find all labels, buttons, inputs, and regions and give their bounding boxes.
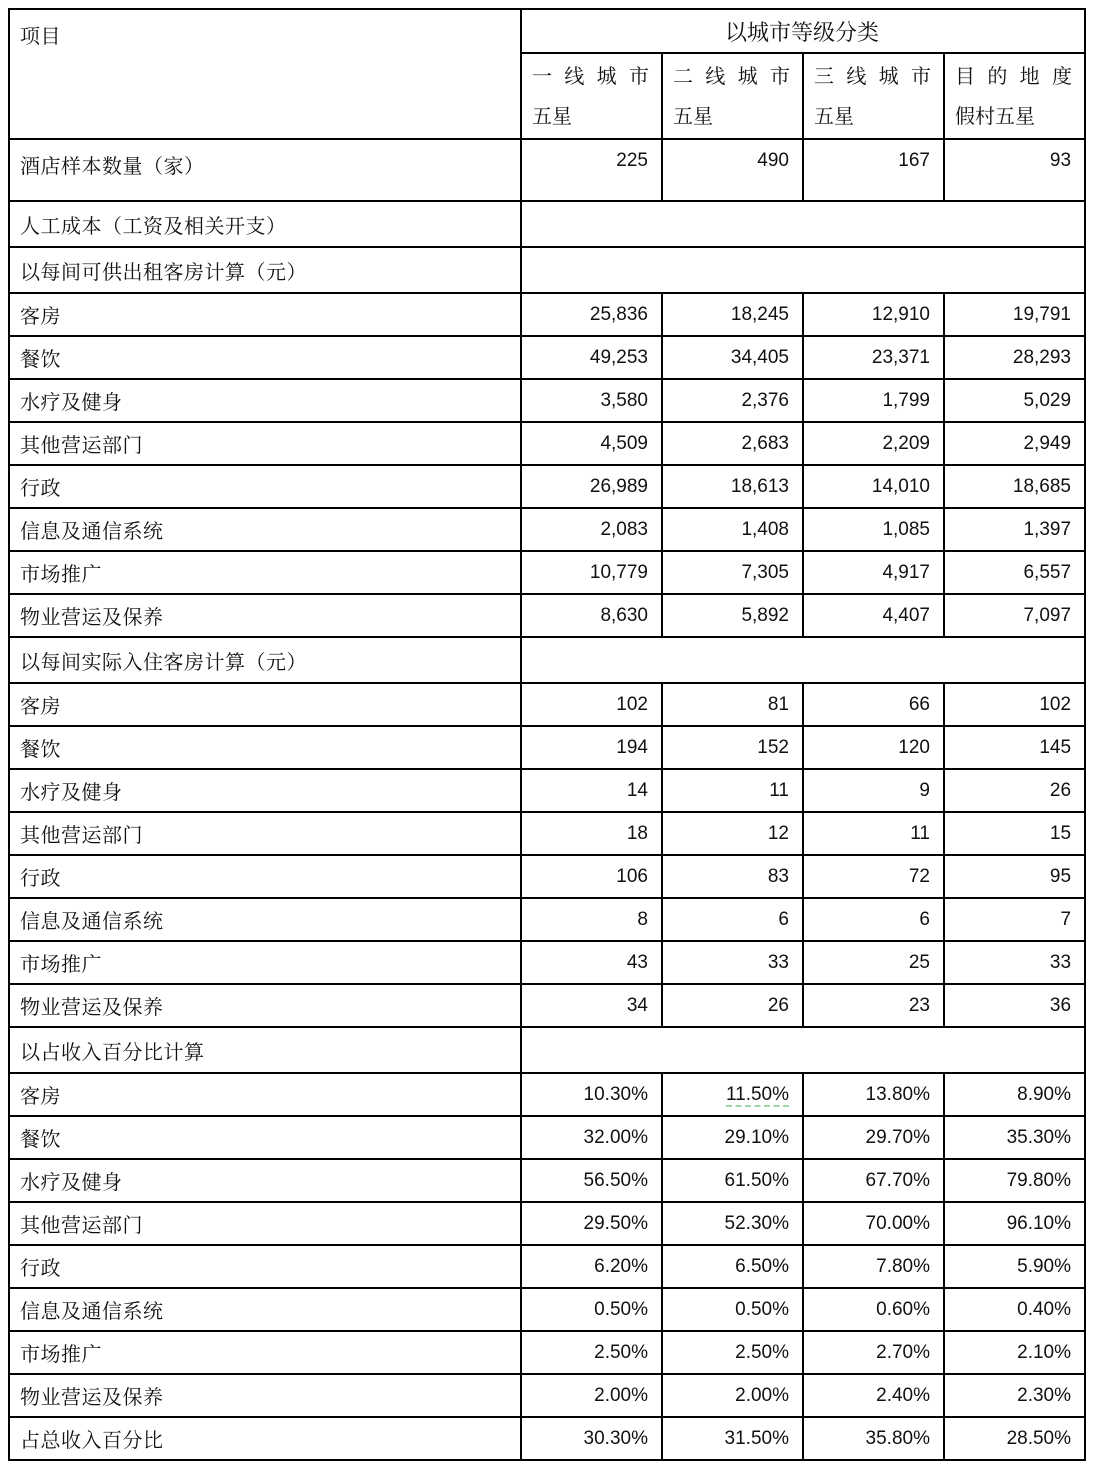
column-header-tier2: 二线城市 五星 [662, 53, 803, 139]
cell-value: 9 [803, 769, 944, 812]
section-title: 以占收入百分比计算 [9, 1027, 521, 1073]
cell-value: 26 [662, 984, 803, 1027]
cell-value: 1,085 [803, 508, 944, 551]
row-label: 市场推广 [9, 1331, 521, 1374]
table-row [9, 683, 1085, 726]
cell-value: 6,557 [944, 551, 1085, 594]
cell-value: 95 [944, 855, 1085, 898]
table-row [9, 984, 1085, 1027]
cell-value: 2.30% [944, 1374, 1085, 1417]
cell-value: 79.80% [944, 1159, 1085, 1202]
row-label: 客房 [9, 293, 521, 336]
section-title-row [9, 1027, 1085, 1073]
labor-cost-title-row [9, 201, 1085, 247]
cell-value: 23 [803, 984, 944, 1027]
cell-value: 11 [662, 769, 803, 812]
cell-value: 29.10% [662, 1116, 803, 1159]
cell-value: 2,949 [944, 422, 1085, 465]
cell-value: 15 [944, 812, 1085, 855]
table-row [9, 1374, 1085, 1417]
sample-count-row [9, 139, 1085, 201]
cell-value: 25 [803, 941, 944, 984]
cell-value: 2,209 [803, 422, 944, 465]
row-label: 信息及通信系统 [9, 898, 521, 941]
row-label: 物业营运及保养 [9, 1374, 521, 1417]
cell-value: 145 [944, 726, 1085, 769]
cell-value: 6 [803, 898, 944, 941]
table-row [9, 465, 1085, 508]
column-header-tier1: 一线城市 五星 [521, 53, 662, 139]
cell-value: 0.60% [803, 1288, 944, 1331]
cell-value: 1,397 [944, 508, 1085, 551]
cell-value: 31.50% [662, 1417, 803, 1460]
row-label: 物业营运及保养 [9, 594, 521, 637]
cell-value: 29.50% [521, 1202, 662, 1245]
cell-value: 2,376 [662, 379, 803, 422]
labor-cost-table [8, 8, 1086, 1461]
table-row [9, 594, 1085, 637]
table-row [9, 1245, 1085, 1288]
cell-value: 2,683 [662, 422, 803, 465]
cell-value: 102 [521, 683, 662, 726]
cell-value: 2.70% [803, 1331, 944, 1374]
cell-value: 2,083 [521, 508, 662, 551]
cell-value: 96.10% [944, 1202, 1085, 1245]
cell-value: 12 [662, 812, 803, 855]
row-label: 餐饮 [9, 726, 521, 769]
table-row [9, 1202, 1085, 1245]
cell-value: 29.70% [803, 1116, 944, 1159]
table-row [9, 1417, 1085, 1460]
table-row [9, 1331, 1085, 1374]
table-row [9, 1159, 1085, 1202]
cell-value: 25,836 [521, 293, 662, 336]
section-title: 以每间实际入住客房计算（元） [9, 637, 521, 683]
row-label: 信息及通信系统 [9, 1288, 521, 1331]
cell-value: 6.50% [662, 1245, 803, 1288]
cell-value: 2.00% [662, 1374, 803, 1417]
cell-value: 5,892 [662, 594, 803, 637]
cell-value: 6 [662, 898, 803, 941]
cell-value: 26 [944, 769, 1085, 812]
row-label: 水疗及健身 [9, 379, 521, 422]
row-label: 市场推广 [9, 941, 521, 984]
cell-value: 19,791 [944, 293, 1085, 336]
cell-value: 18 [521, 812, 662, 855]
table-row [9, 293, 1085, 336]
cell-value: 1,799 [803, 379, 944, 422]
cell-value: 10,779 [521, 551, 662, 594]
cell-value: 7,305 [662, 551, 803, 594]
cell-value: 35.80% [803, 1417, 944, 1460]
row-label: 物业营运及保养 [9, 984, 521, 1027]
cell-value: 13.80% [803, 1073, 944, 1116]
cell-value: 5.90% [944, 1245, 1085, 1288]
row-label: 水疗及健身 [9, 769, 521, 812]
section-title-row [9, 247, 1085, 293]
cell-value: 81 [662, 683, 803, 726]
table-row [9, 812, 1085, 855]
cell-value: 66 [803, 683, 944, 726]
cell-value [662, 1073, 803, 1116]
cell-value: 34,405 [662, 336, 803, 379]
cell-value: 34 [521, 984, 662, 1027]
cell-value: 72 [803, 855, 944, 898]
empty-cell [521, 201, 1085, 247]
row-label: 其他营运部门 [9, 422, 521, 465]
table-row [9, 898, 1085, 941]
cell-value: 33 [662, 941, 803, 984]
cell-value: 0.40% [944, 1288, 1085, 1331]
table-row [9, 422, 1085, 465]
cell-value: 167 [803, 139, 944, 201]
cell-value: 93 [944, 139, 1085, 201]
cell-value: 2.50% [521, 1331, 662, 1374]
corner-header: 项目 [9, 9, 521, 139]
row-label: 客房 [9, 683, 521, 726]
cell-value: 7 [944, 898, 1085, 941]
table-row [9, 508, 1085, 551]
cell-value: 194 [521, 726, 662, 769]
row-label: 信息及通信系统 [9, 508, 521, 551]
row-label: 市场推广 [9, 551, 521, 594]
empty-cell [521, 637, 1085, 683]
cell-value: 28,293 [944, 336, 1085, 379]
column-header-tier3: 三线城市 五星 [803, 53, 944, 139]
cell-value: 7.80% [803, 1245, 944, 1288]
cell-value: 2.50% [662, 1331, 803, 1374]
cell-value: 83 [662, 855, 803, 898]
cell-value: 52.30% [662, 1202, 803, 1245]
group-title: 以城市等级分类 [521, 9, 1085, 53]
empty-cell [521, 247, 1085, 293]
row-label: 行政 [9, 1245, 521, 1288]
cell-value: 12,910 [803, 293, 944, 336]
row-label: 水疗及健身 [9, 1159, 521, 1202]
cell-value: 32.00% [521, 1116, 662, 1159]
cell-value: 4,509 [521, 422, 662, 465]
table-row [9, 726, 1085, 769]
cell-value: 102 [944, 683, 1085, 726]
cell-value: 120 [803, 726, 944, 769]
cell-value: 18,613 [662, 465, 803, 508]
cell-value: 4,917 [803, 551, 944, 594]
table-row [9, 336, 1085, 379]
row-label: 其他营运部门 [9, 812, 521, 855]
cell-value: 49,253 [521, 336, 662, 379]
table-row [9, 769, 1085, 812]
spellcheck-underline: 11.50% [725, 1083, 789, 1105]
row-label: 行政 [9, 855, 521, 898]
cell-value: 18,685 [944, 465, 1085, 508]
table-row [9, 1073, 1085, 1116]
cell-value: 14,010 [803, 465, 944, 508]
row-label: 其他营运部门 [9, 1202, 521, 1245]
cell-value: 2.40% [803, 1374, 944, 1417]
cell-value: 14 [521, 769, 662, 812]
table-row [9, 1288, 1085, 1331]
cell-value: 490 [662, 139, 803, 201]
cell-value: 10.30% [521, 1073, 662, 1116]
row-label: 客房 [9, 1073, 521, 1116]
cell-value: 8 [521, 898, 662, 941]
cell-value: 225 [521, 139, 662, 201]
row-label: 酒店样本数量（家） [9, 139, 521, 201]
table-row [9, 1116, 1085, 1159]
cell-value: 11 [803, 812, 944, 855]
cell-value: 152 [662, 726, 803, 769]
cell-value: 8.90% [944, 1073, 1085, 1116]
cell-value: 70.00% [803, 1202, 944, 1245]
cell-value: 33 [944, 941, 1085, 984]
cell-value: 8,630 [521, 594, 662, 637]
column-header-resort: 目的地度 假村五星 [944, 53, 1085, 139]
cell-value: 23,371 [803, 336, 944, 379]
table-row [9, 379, 1085, 422]
table-row [9, 551, 1085, 594]
cell-value: 28.50% [944, 1417, 1085, 1460]
cell-value: 3,580 [521, 379, 662, 422]
section-title-row [9, 637, 1085, 683]
row-label: 占总收入百分比 [9, 1417, 521, 1460]
section-title: 以每间可供出租客房计算（元） [9, 247, 521, 293]
cell-value: 18,245 [662, 293, 803, 336]
cell-value: 26,989 [521, 465, 662, 508]
cell-value: 61.50% [662, 1159, 803, 1202]
cell-value: 6.20% [521, 1245, 662, 1288]
cell-value: 36 [944, 984, 1085, 1027]
cell-value: 7,097 [944, 594, 1085, 637]
section-heading: 人工成本（工资及相关开支） [9, 201, 521, 247]
cell-value: 56.50% [521, 1159, 662, 1202]
row-label: 餐饮 [9, 336, 521, 379]
cell-value: 106 [521, 855, 662, 898]
table-row [9, 941, 1085, 984]
cell-value: 43 [521, 941, 662, 984]
table-row [9, 855, 1085, 898]
row-label: 餐饮 [9, 1116, 521, 1159]
empty-cell [521, 1027, 1085, 1073]
cell-value: 5,029 [944, 379, 1085, 422]
cell-value: 0.50% [662, 1288, 803, 1331]
cell-value: 1,408 [662, 508, 803, 551]
cell-value: 0.50% [521, 1288, 662, 1331]
cell-value: 67.70% [803, 1159, 944, 1202]
cell-value: 4,407 [803, 594, 944, 637]
cell-value: 35.30% [944, 1116, 1085, 1159]
row-label: 行政 [9, 465, 521, 508]
cell-value: 2.00% [521, 1374, 662, 1417]
cell-value: 2.10% [944, 1331, 1085, 1374]
cell-value: 30.30% [521, 1417, 662, 1460]
